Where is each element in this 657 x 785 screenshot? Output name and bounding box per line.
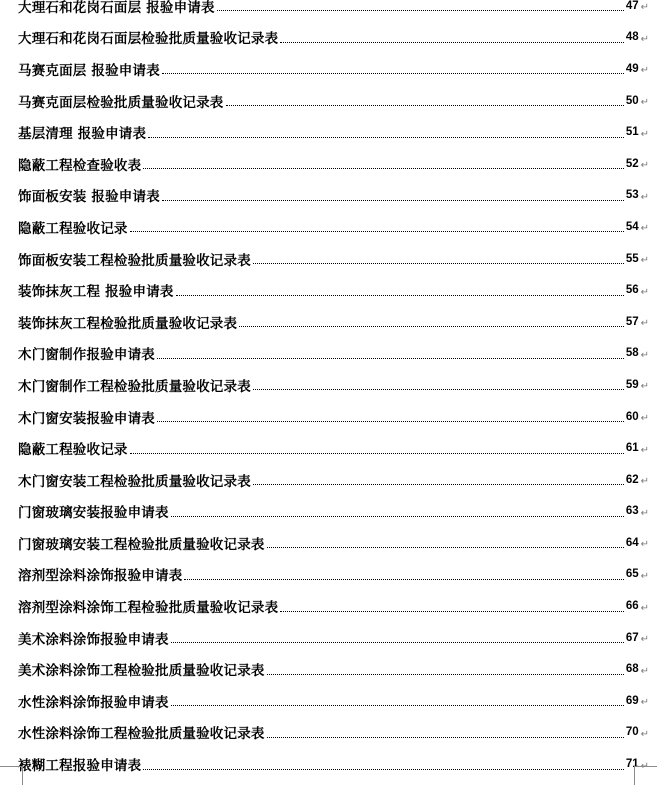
toc-entry[interactable] [0,180,657,212]
toc-entry-title[interactable]: 装饰抹灰工程检验批质量验收记录表 [18,315,238,332]
paragraph-mark-icon: ↵ [640,602,649,614]
paragraph-mark-icon: ↵ [640,97,649,109]
dot-leader [130,231,624,232]
toc-page-number: 49 [625,62,639,75]
dot-leader [267,737,624,738]
toc-entry-title[interactable]: 装饰抹灰工程 报验申请表 [18,284,174,301]
toc-page-number: 62 [625,473,639,486]
toc-page-number: 54 [625,220,639,233]
toc-entry[interactable] [0,717,657,749]
paragraph-mark-icon: ↵ [640,318,649,330]
dot-leader [217,10,624,11]
dot-leader [226,105,624,106]
toc-entry[interactable] [0,401,657,433]
dot-leader [171,642,624,643]
toc-page-number: 57 [625,315,639,328]
paragraph-mark-icon: ↵ [640,381,649,393]
dot-leader [130,453,624,454]
page-margin-corner-bottom-right [634,766,657,785]
toc-page-number: 66 [625,600,639,613]
toc-entry-title[interactable]: 大理石和花岗石面层 报验申请表 [18,0,215,16]
toc-page-number: 64 [625,536,639,549]
toc-entry-title[interactable]: 美术涂料涂饰报验申请表 [18,631,169,648]
toc-entry[interactable] [0,748,657,780]
toc-page-number: 68 [625,663,639,676]
toc-page-number: 71 [625,758,639,771]
toc-entry-title[interactable]: 溶剂型涂料涂饰工程检验批质量验收记录表 [18,600,279,617]
dot-leader [253,389,624,390]
toc-page-number: 63 [625,505,639,518]
paragraph-mark-icon: ↵ [640,634,649,646]
dot-leader [267,674,624,675]
toc-entry[interactable] [0,211,657,243]
dot-leader [162,73,624,74]
toc-entry-title[interactable]: 水性涂料涂饰工程检验批质量验收记录表 [18,726,265,743]
toc-entry[interactable] [0,274,657,306]
paragraph-mark-icon: ↵ [640,286,649,298]
toc-entry-title[interactable]: 隐蔽工程检查验收表 [18,157,142,174]
toc-entry-title[interactable]: 隐蔽工程验收记录 [18,220,128,237]
dot-leader [239,326,624,327]
paragraph-mark-icon: ↵ [640,476,649,488]
dot-leader [280,611,624,612]
toc-page-number: 53 [625,189,639,202]
toc-entry[interactable] [0,22,657,54]
toc-entry-title[interactable]: 裱糊工程报验申请表 [18,758,142,775]
toc-page-number: 48 [625,31,639,44]
toc-entry[interactable] [0,559,657,591]
paragraph-mark-icon: ↵ [640,697,649,709]
toc-page-number: 67 [625,631,639,644]
dot-leader [253,484,624,485]
page-margin-corner-bottom-left [0,766,23,785]
paragraph-mark-icon: ↵ [640,539,649,551]
toc-entry-title[interactable]: 水性涂料涂饰报验申请表 [18,694,169,711]
dot-leader [148,137,624,138]
paragraph-mark-icon: ↵ [640,128,649,140]
toc-entry-title[interactable]: 木门窗制作报验申请表 [18,347,155,364]
toc-page-number: 60 [625,410,639,423]
dot-leader [143,168,624,169]
paragraph-mark-icon: ↵ [640,570,649,582]
paragraph-mark-icon: ↵ [640,413,649,425]
dot-leader [184,579,623,580]
toc-entry[interactable] [0,53,657,85]
toc-entry-title[interactable]: 溶剂型涂料涂饰报验申请表 [18,568,183,585]
dot-leader [176,295,624,296]
toc-entry-title[interactable]: 木门窗安装工程检验批质量验收记录表 [18,473,251,490]
toc-entry-title[interactable]: 大理石和花岗石面层检验批质量验收记录表 [18,31,279,48]
toc-page-number: 50 [625,94,639,107]
toc-page-number: 56 [625,284,639,297]
paragraph-mark-icon: ↵ [640,191,649,203]
toc-entry[interactable] [0,116,657,148]
dot-leader [157,358,624,359]
paragraph-mark-icon: ↵ [640,444,649,456]
paragraph-mark-icon: ↵ [640,760,649,772]
dot-leader [162,200,624,201]
toc-entry[interactable] [0,243,657,275]
paragraph-mark-icon: ↵ [640,665,649,677]
toc-page-number: 52 [625,157,639,170]
paragraph-mark-icon: ↵ [640,349,649,361]
toc-page-number: 61 [625,442,639,455]
toc-entry-title[interactable]: 饰面板安装 报验申请表 [18,189,160,206]
toc-entry[interactable] [0,0,657,22]
paragraph-mark-icon: ↵ [640,507,649,519]
toc-page-number: 59 [625,378,639,391]
toc-entry[interactable] [0,527,657,559]
toc-entry-title[interactable]: 木门窗制作工程检验批质量验收记录表 [18,378,251,395]
paragraph-mark-icon: ↵ [640,33,649,45]
dot-leader [253,263,624,264]
toc-entry-title[interactable]: 木门窗安装报验申请表 [18,410,155,427]
toc-page-number: 65 [625,568,639,581]
toc-entry[interactable] [0,369,657,401]
toc-entry[interactable] [0,590,657,622]
toc-entry[interactable] [0,496,657,528]
toc-entry[interactable] [0,338,657,370]
toc-entry-title[interactable]: 美术涂料涂饰工程检验批质量验收记录表 [18,663,265,680]
toc-entry-title[interactable]: 饰面板安装工程检验批质量验收记录表 [18,252,251,269]
toc-entry-title[interactable]: 隐蔽工程验收记录 [18,442,128,459]
toc-entry[interactable] [0,85,657,117]
toc-entry-title[interactable]: 马赛克面层检验批质量验收记录表 [18,94,224,111]
dot-leader [267,547,624,548]
toc-entry[interactable] [0,432,657,464]
toc-entry-title[interactable]: 基层清理 报验申请表 [18,126,147,143]
toc-entry[interactable] [0,622,657,654]
toc-entry[interactable] [0,148,657,180]
toc-entry-title[interactable]: 门窗玻璃安装报验申请表 [18,505,169,522]
paragraph-mark-icon: ↵ [640,223,649,235]
dot-leader [171,705,624,706]
paragraph-mark-icon: ↵ [640,255,649,267]
dot-leader [143,769,624,770]
paragraph-mark-icon: ↵ [640,65,649,77]
paragraph-mark-icon: ↵ [640,728,649,740]
toc-page-number: 55 [625,252,639,265]
toc-entry[interactable] [0,306,657,338]
toc-page-number: 69 [625,694,639,707]
paragraph-mark-icon: ↵ [640,160,649,172]
dot-leader [280,42,624,43]
dot-leader [171,516,624,517]
toc-page-number: 58 [625,347,639,360]
toc-entry-title[interactable]: 马赛克面层 报验申请表 [18,62,160,79]
toc-entry[interactable] [0,653,657,685]
toc-entry[interactable] [0,464,657,496]
toc-page-number: 51 [625,126,639,139]
paragraph-mark-icon: ↵ [640,2,649,14]
dot-leader [157,421,624,422]
toc-page-number: 70 [625,726,639,739]
toc-entry[interactable] [0,685,657,717]
toc-entry-title[interactable]: 门窗玻璃安装工程检验批质量验收记录表 [18,536,265,553]
toc-page-number: 47 [625,0,639,12]
